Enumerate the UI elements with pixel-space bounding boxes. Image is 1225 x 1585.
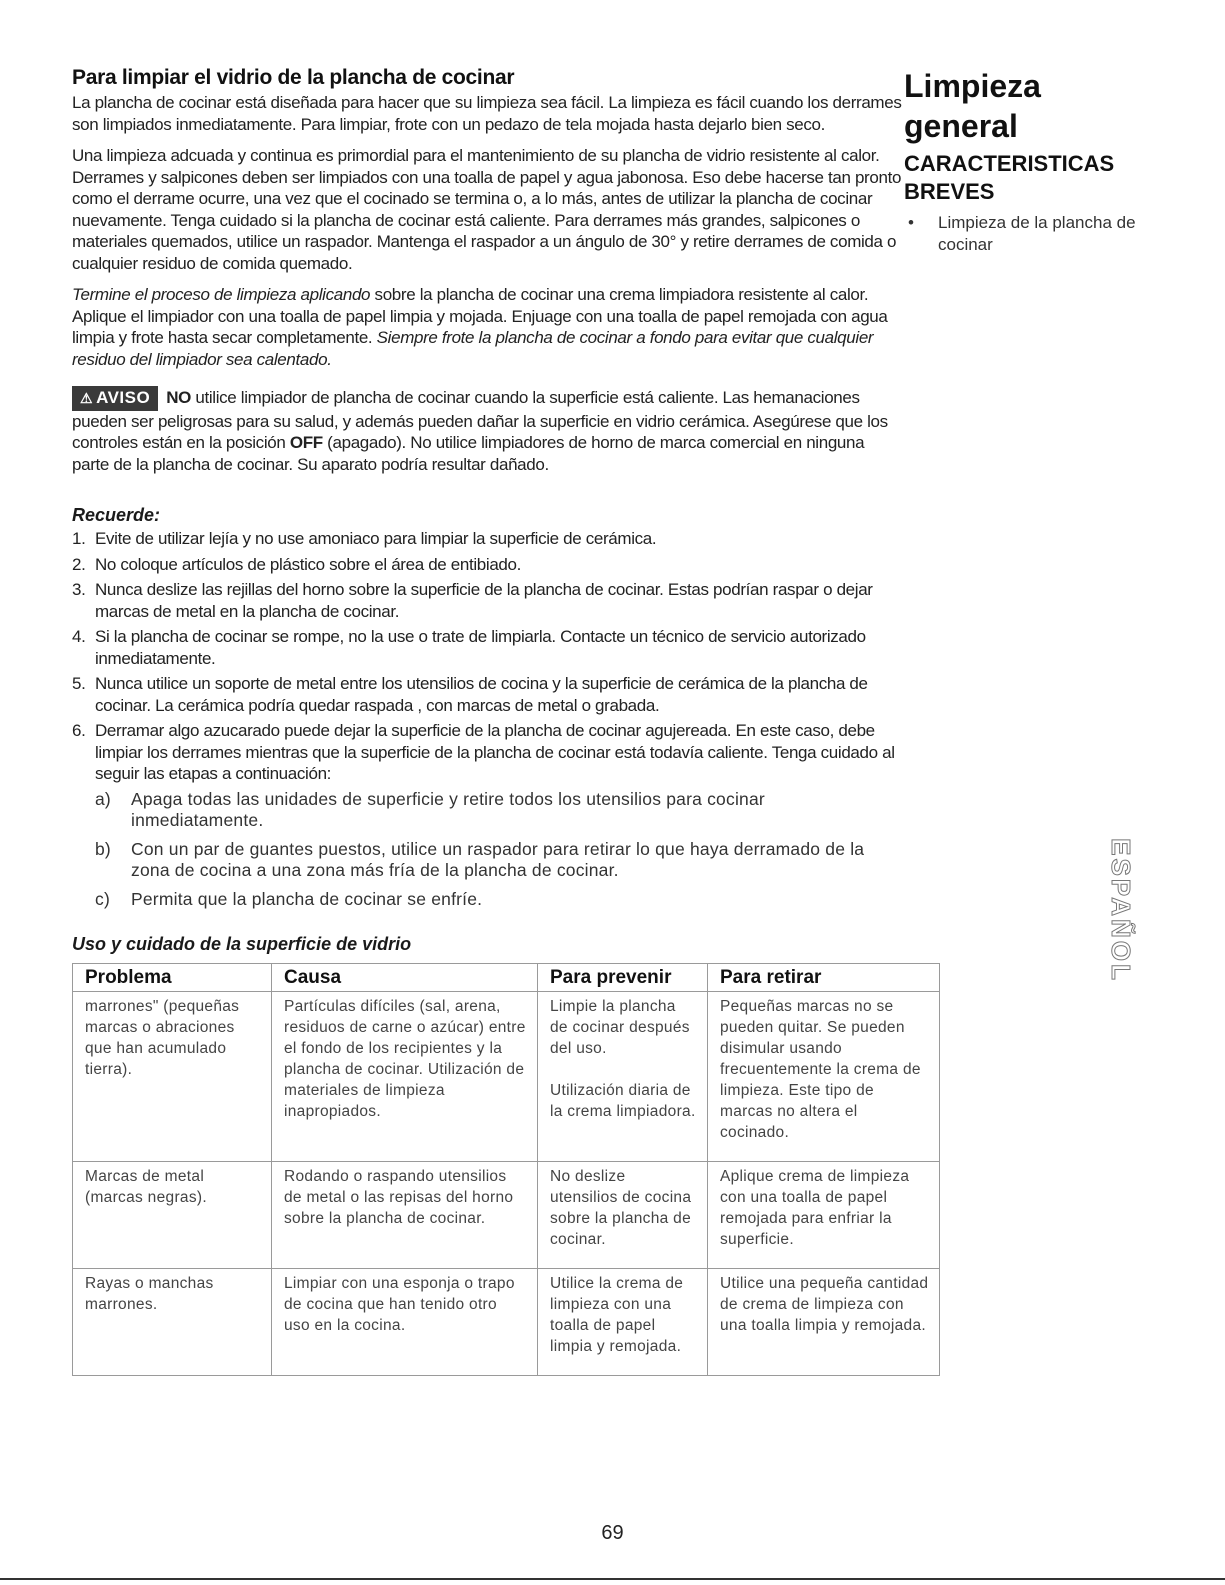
list-item — [72, 554, 902, 576]
language-tab-label: ESPAÑOL — [1105, 837, 1136, 983]
table-header-row — [73, 963, 940, 991]
finish-italic-end: Siempre frote la plancha de cocinar a fondo para evitar que cualquier residuo del limpiador sea calentado. — [72, 328, 874, 369]
table-header: Para retirar — [708, 963, 940, 991]
sidebar-list — [904, 212, 1204, 256]
table-cell: Partículas difíciles (sal, arena, residuos de carne o azúcar) entre el fondo de los recipientes y la plancha de cocinar. Utilización de materiales de limpieza inapropiados. — [272, 991, 538, 1161]
list-text: Si la plancha de cocinar se rompe, no la use o trate de limpiarla. Contacte un técnico de servicio autorizado inmediatamente. — [95, 627, 866, 668]
table-cell: Aplique crema de limpieza con una toalla de papel remojada para enfriar la superficie. — [708, 1161, 940, 1268]
sidebar-title-line: Limpieza — [904, 68, 1041, 104]
main-content — [72, 66, 929, 1376]
sidebar-subtitle-line: CARACTERISTICAS — [904, 151, 1115, 176]
list-text: No coloque artículos de plástico sobre el área de entibiado. — [95, 554, 522, 574]
list-number: 5. — [72, 674, 86, 693]
list-number: 4. — [72, 627, 86, 646]
language-tab — [1098, 837, 1142, 983]
sidebar-item: • Limpieza de la plancha de cocinar — [904, 212, 1148, 256]
table-header: Causa — [272, 963, 538, 991]
aviso-text-2: (apagado). No utilice limpiadores de horno de marca comercial en ninguna parte de la plancha de cocinar. Su aparato podría resultar dañado. — [72, 433, 865, 474]
list-item — [72, 528, 902, 550]
table-cell: Utilice la crema de limpieza con una toalla de papel limpia y remojada. — [538, 1268, 708, 1375]
aviso-badge — [72, 386, 158, 411]
cleaning-paragraph: Una limpieza adcuada y continua es primordial para el mantenimiento de su plancha de vidrio resistente al calor. Derrames y salpicones deben ser limpiados con una toalla de papel y agua jabonosa. Eso debe hacerse tan pronto como el derrame ocurre, una vez que el cocinado se termina o, a lo más, antes de utilizar la plancha de cocinar nuevamente. Tenga cuidado si la plancha de cocinar está caliente. Para derrames más grandes, salpicones o materiales quemados, utilice un raspador. Mantenga el raspador a un ángulo de 30° y retire derrames de comida o cualquier residuo de comida quemado. — [72, 146, 902, 273]
sub-list-text: Permita que la plancha de cocinar se enfríe. — [131, 888, 483, 909]
sidebar — [904, 66, 1204, 256]
list-number: 6. — [72, 721, 86, 740]
sub-list-text: Con un par de guantes puestos, utilice un raspador para retirar lo que haya derramado de la zona de cocina a una zona más fría de la plancha de cocinar. — [131, 838, 865, 880]
sidebar-subtitle-line: BREVES — [904, 179, 995, 204]
table-header: Para prevenir — [538, 963, 708, 991]
sub-list-item — [95, 889, 902, 910]
table-cell: Rayas o manchas marrones. — [73, 1268, 272, 1375]
table-cell: Limpie la plancha de cocinar después del uso. Utilización diaria de la crema limpiadora. — [538, 991, 708, 1161]
finish-italic-start: Termine el proceso de limpieza aplicando — [72, 285, 371, 304]
list-number: 2. — [72, 554, 86, 574]
aviso-paragraph — [72, 386, 902, 475]
list-item — [72, 673, 902, 716]
table-title: Uso y cuidado de la superficie de vidrio — [72, 933, 412, 954]
sub-list-text: Apaga todas las unidades de superficie y retire todos los utensilios para cocinar inmediatamente. — [131, 788, 765, 830]
list-text: Nunca deslize las rejillas del horno sobre la superficie de la plancha de cocinar. Estas podrían raspar o dejar marcas de metal en la plancha de cocinar. — [95, 580, 873, 621]
list-text: Derramar algo azucarado puede dejar la superficie de la plancha de cocinar agujereada. En este caso, debe limpiar los derrames mientras que la superficie de la plancha de cocinar está todavía caliente. Tenga cuidado al seguir las etapas a continuación: — [95, 721, 895, 783]
aviso-no: NO — [166, 388, 192, 407]
aviso-text-1: utilice limpiador de plancha de cocinar cuando la superficie está caliente. Las hemanaciones pueden ser peligrosas para su salud, y además pueden dañar la superficie en vidrio cerámica. Asegúrese que los controles están en la posición — [72, 388, 888, 452]
list-item — [72, 579, 902, 622]
recuerde-title: Recuerde: — [72, 505, 161, 525]
page-number: 69 — [601, 1522, 624, 1544]
list-item — [72, 720, 902, 910]
warning-icon: ⚠ — [80, 390, 94, 406]
list-number: 3. — [72, 580, 86, 599]
table-row — [73, 1161, 940, 1268]
bottom-rule — [0, 1578, 1225, 1580]
sub-list-letter: a) — [95, 788, 111, 809]
section-heading: Para limpiar el vidrio de la plancha de cocinar — [72, 66, 515, 89]
table-cell: Utilice una pequeña cantidad de crema de limpieza con una toalla limpia y remojada. — [708, 1268, 940, 1375]
table-row — [73, 991, 940, 1161]
list-number: 1. — [72, 529, 86, 548]
list-text: Nunca utilice un soporte de metal entre los utensilios de cocina y la superficie de cerámica de la plancha de cocinar. La cerámica podría quedar raspada , con marcas de metal o grabada. — [95, 674, 868, 715]
sidebar-title-line: general — [904, 108, 1018, 144]
table-cell: Marcas de metal (marcas negras). — [73, 1161, 272, 1268]
sub-list-letter: b) — [95, 838, 111, 859]
table-cell: marrones" (pequeñas marcas o abraciones que han acumulado tierra). — [73, 991, 272, 1161]
finish-paragraph — [72, 284, 902, 370]
table-row — [73, 1268, 940, 1375]
sub-list — [95, 789, 902, 910]
sidebar-subtitle — [904, 150, 1204, 206]
table-cell: Limpiar con una esponja o trapo de cocina que han tenido otro uso en la cocina. — [272, 1268, 538, 1375]
table-cell: Pequeñas marcas no se pueden quitar. Se pueden disimular usando frecuentemente la crema de limpieza. Este tipo de marcas no altera el cocinado. — [708, 991, 940, 1161]
list-item — [72, 626, 902, 669]
aviso-off: OFF — [289, 433, 323, 452]
aviso-label: AVISO — [96, 388, 151, 407]
sub-list-item — [95, 839, 902, 881]
sub-list-letter: c) — [95, 888, 110, 909]
recuerde-list — [72, 528, 902, 910]
sub-list-item — [95, 789, 902, 831]
list-text: Evite de utilizar lejía y no use amoniaco para limpiar la superficie de cerámica. — [95, 529, 657, 548]
table-cell: No deslize utensilios de cocina sobre la plancha de cocinar. — [538, 1161, 708, 1268]
finish-text: sobre la plancha de cocinar una crema limpiadora resistente al calor. Aplique el limpiador con una toalla de papel limpia y mojada. Enjuage con una toalla de papel remojada con agua limpia y frote hasta secar completamente. — [72, 285, 888, 347]
care-table — [72, 963, 940, 1376]
intro-paragraph: La plancha de cocinar está diseñada para hacer que su limpieza sea fácil. La limpieza es fácil cuando los derrames son limpiados inmediatamente. Para limpiar, frote con un pedazo de tela mojada hasta dejarlo bien seco. — [72, 93, 902, 134]
sidebar-title — [904, 66, 1204, 146]
table-header: Problema — [73, 963, 272, 991]
table-cell: Rodando o raspando utensilios de metal o las repisas del horno sobre la plancha de cocinar. — [272, 1161, 538, 1268]
